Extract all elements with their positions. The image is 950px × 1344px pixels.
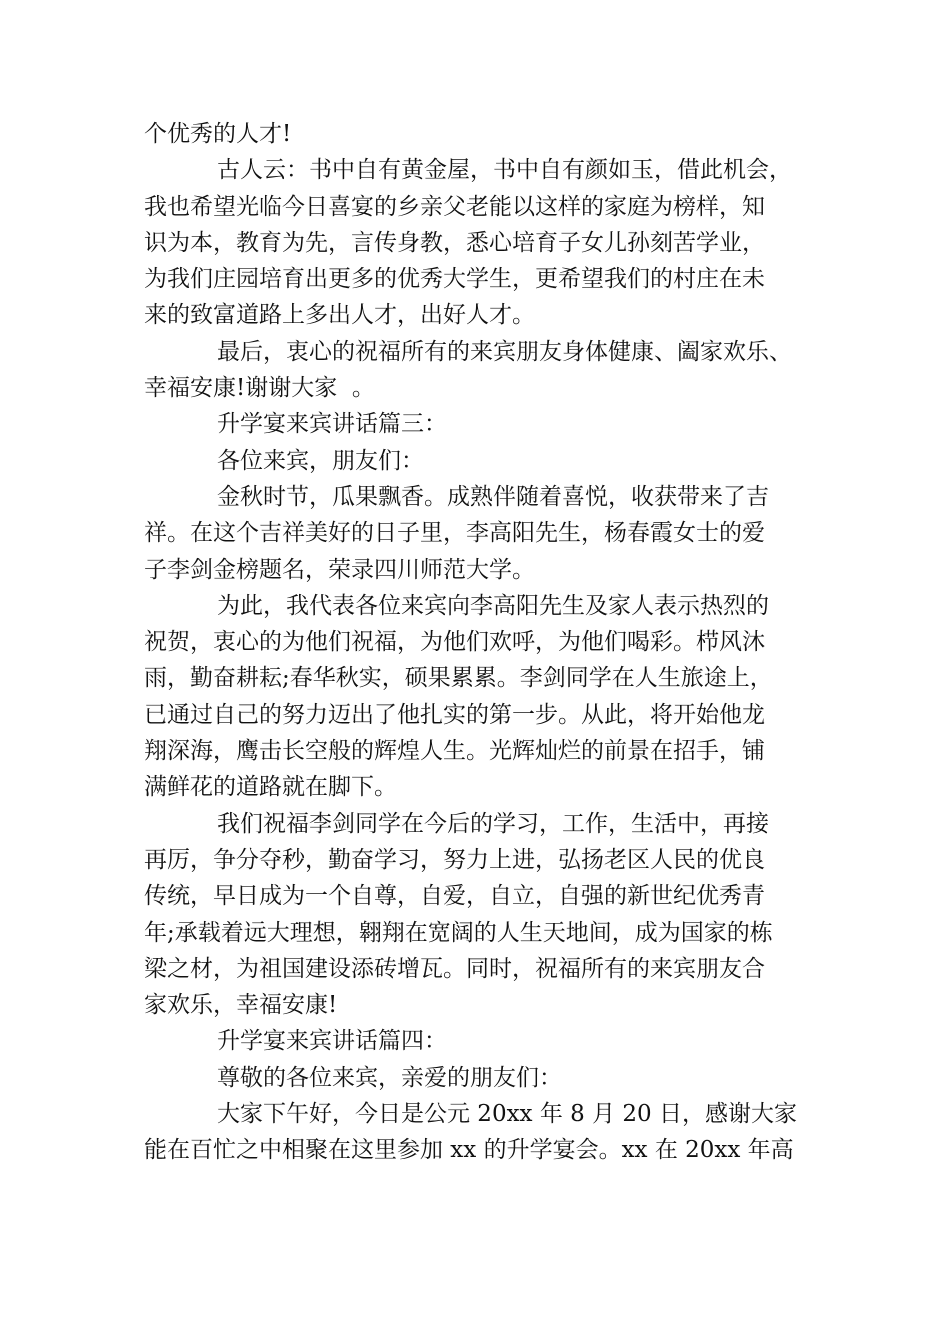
text-line: 为我们庄园培育出更多的优秀大学生，更希望我们的村庄在未 [144,266,765,293]
text-line: 家欢乐，幸福安康! [144,992,338,1019]
text-line: 最后，衷心的祝福所有的来宾朋友身体健康、阖家欢乐、 [217,338,792,365]
text-line: 来的致富道路上多出人才，出好人才。 [144,302,535,329]
text-line: 我也希望光临今日喜宴的乡亲父老能以这样的家庭为榜样，知 [144,193,765,220]
text-line: 年;承载着远大理想，翱翔在宽阔的人生天地间，成为国家的栋 [144,919,773,946]
text-line: 已通过自己的努力迈出了他扎实的第一步。从此，将开始他龙 [144,701,765,728]
text-line: 雨，勤奋耕耘;春华秋实，硕果累累。李剑同学在人生旅途上， [144,665,773,692]
text-line: 祥。在这个吉祥美好的日子里，李高阳先生，杨春霞女士的爱 [144,520,765,547]
text-line: 祝贺，衷心的为他们祝福，为他们欢呼，为他们喝彩。栉风沐 [144,629,765,656]
text-line: 梁之材，为祖国建设添砖增瓦。同时，祝福所有的来宾朋友合 [144,955,765,982]
text-line: 金秋时节，瓜果飘香。成熟伴随着喜悦，收获带来了吉 [217,483,769,510]
text-line: 为此，我代表各位来宾向李高阳先生及家人表示热烈的 [217,592,769,619]
text-line: 再厉，争分夺秒，勤奋学习，努力上进，弘扬老区人民的优良 [144,846,765,873]
text-line: 古人云：书中自有黄金屋，书中自有颜如玉，借此机会， [217,157,792,184]
text-line: 传统，早日成为一个自尊，自爱，自立，自强的新世纪优秀青 [144,883,765,910]
text-line: 各位来宾，朋友们： [217,447,424,474]
text-line: 幸福安康!谢谢大家 。 [144,375,375,402]
document-body [144,116,809,1169]
text-line: 翔深海，鹰击长空般的辉煌人生。光辉灿烂的前景在招手，铺 [144,738,765,765]
text-line: 升学宴来宾讲话篇三： [217,411,447,438]
text-line: 尊敬的各位来宾，亲爱的朋友们： [217,1064,562,1091]
text-line: 个优秀的人才! [144,121,292,147]
text-line: 识为本，教育为先，言传身教，悉心培育子女儿孙刻苦学业， [144,229,765,256]
text-line: 子李剑金榜题名，荣录四川师范大学。 [144,556,535,583]
text-line: 满鲜花的道路就在脚下。 [144,774,397,801]
text-line: 能在百忙之中相聚在这里参加 xx 的升学宴会。xx 在 20xx 年高 [144,1137,794,1164]
text-line: 我们祝福李剑同学在今后的学习，工作，生活中，再接 [217,810,769,837]
text-line: 升学宴来宾讲话篇四： [217,1028,447,1055]
text-line: 大家下午好，今日是公元 20xx 年 8 月 20 日，感谢大家 [217,1101,797,1128]
